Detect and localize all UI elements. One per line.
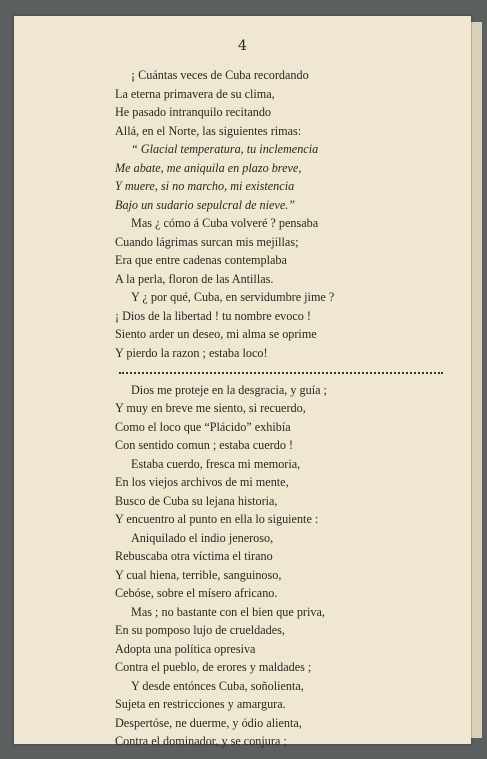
text-line: Contra el dominador, y se conjura ; [115,734,287,748]
text-line: Y desde entónces Cuba, soñolienta, [131,678,304,693]
text-line: He pasado intranquilo recitando [115,105,272,119]
text-line: Como el loco que “Plácido” exhibía [115,419,291,434]
text-line: Rebuscaba otra víctima el tirano [115,549,273,563]
page-number: 4 [238,38,247,54]
text-line: Mas ¿ cómo á Cuba volveré ? pensaba [131,216,319,230]
text-line: Y muere, si no marcho, mi existencia [115,179,295,193]
text-line: Despertóse, ne duerme, y ódio alienta, [115,715,302,730]
text-line: Cuando lágrimas surcan mis mejillas; [115,234,299,249]
text-line: Allá, en el Norte, las siguientes rimas: [115,123,302,138]
text-line: La eterna primavera de su clima, [115,86,275,101]
text-line: Sujeta en restricciones y amargura. [115,697,286,711]
text-line: Me abate, me aniquila en plazo breve, [115,160,302,175]
text-line: Cebóse, sobre el mísero africano. [115,586,278,600]
text-line: A la perla, floron de las Antillas. [115,271,274,286]
text-line: Y pierdo la razon ; estaba loco! [115,345,268,360]
text-line: Bajo un sudario sepulcral de nieve.” [115,197,296,212]
section-divider [115,362,455,381]
text-line: Dios me proteje en la desgracia, y guía ; [131,382,327,397]
text-line: En su pomposo lujo de crueldades, [115,623,285,637]
text-line: Y ¿ por qué, Cuba, en servidumbre jime ? [131,290,335,304]
text-line: Contra el pueblo, de erores y maldades ; [115,660,312,674]
book-page [14,16,471,748]
text-line: ¡ Dios de la libertad ! tu nombre evoco ! [115,308,311,323]
text-line: Y muy en breve me siento, si recuerdo, [115,401,306,415]
poem-text [115,66,455,751]
text-line: Y cual hiena, terrible, sanguinoso, [115,567,282,582]
text-line: Adopta una política opresiva [115,641,256,656]
page-edge [471,22,482,738]
text-line: Con sentido comun ; estaba cuerdo ! [115,438,294,452]
text-line: Estaba cuerdo, fresca mi memoria, [131,456,301,471]
text-line: Mas ; no bastante con el bien que priva, [131,604,325,619]
text-line: Era que entre cadenas contemplaba [115,253,287,267]
text-line: En los viejos archivos de mi mente, [115,475,289,489]
text-line: Y encuentro al punto en ella lo siguiente : [115,512,319,526]
text-line: Siento arder un deseo, mi alma se oprime [115,327,317,341]
text-line: “ Glacial temperatura, tu inclemencia [131,142,319,156]
text-line: Busco de Cuba su lejana historia, [115,493,278,508]
text-line: ¡ Cuántas veces de Cuba recordando [131,68,309,82]
text-line: Aniquilado el indio jeneroso, [131,530,274,545]
